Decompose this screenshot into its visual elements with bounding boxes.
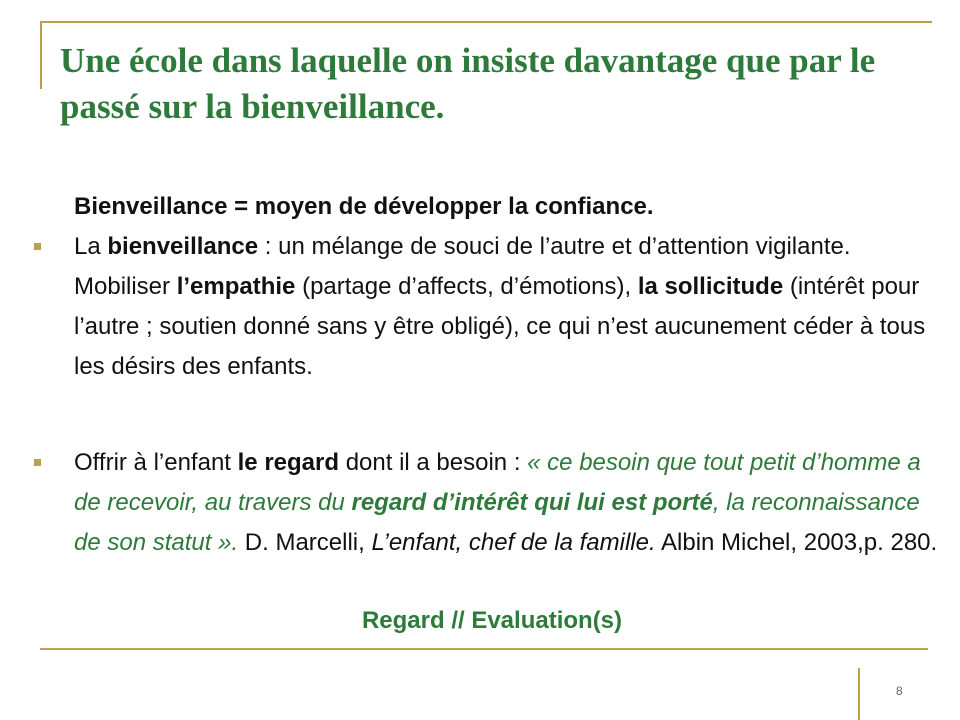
quote-text: « ce besoin que tout petit d’homme a de recevoir, au travers du (74, 449, 921, 516)
citation-title: L’enfant, chef de la famille. (371, 529, 656, 556)
bullet-emphasis: le regard (237, 449, 340, 476)
bottom-rule (40, 648, 928, 650)
citation-publisher: Albin Michel, 2003,p. 280. (655, 529, 938, 556)
bullet-text: (partage d’affects, d’émotions), (295, 273, 638, 300)
bullet-text: Offrir à l’enfant (74, 449, 238, 476)
bullet-emphasis: bienveillance (107, 233, 259, 260)
top-rule (40, 21, 932, 23)
footer-divider (858, 668, 860, 720)
quote-text: , la reconnaissance de son statut ». (74, 489, 920, 556)
slide-title: Une école dans laquelle on insiste davantage que par le passé sur la bienveillance. (60, 41, 876, 126)
bullet-text: dont il a besoin : (339, 449, 528, 476)
bullet-square-icon (34, 243, 41, 250)
bullet-emphasis: la sollicitude (637, 273, 784, 300)
citation-author: D. Marcelli, (238, 529, 372, 556)
bullet-text: La (74, 233, 108, 260)
left-accent-rule (40, 21, 42, 89)
bullet-item (74, 227, 946, 387)
conclusion-heading: Regard // Evaluation(s) (361, 607, 623, 634)
bullet-text: (intérêt pour l’autre ; soutien donné sans y être obligé), ce qui n’est aucunement céder à tous les désirs des enfants. (74, 273, 926, 380)
lead-statement: Bienveillance = moyen de développer la confiance. (74, 193, 654, 220)
bullet-text: : un mélange de souci de l’autre et d’attention vigilante. Mobiliser (74, 233, 851, 300)
bullet-emphasis: l’empathie (176, 273, 296, 300)
bullet-item (74, 443, 946, 563)
page-number: 8 (896, 684, 903, 698)
bullet-square-icon (34, 459, 41, 466)
quote-emphasis: regard d’intérêt qui lui est porté (351, 489, 713, 516)
